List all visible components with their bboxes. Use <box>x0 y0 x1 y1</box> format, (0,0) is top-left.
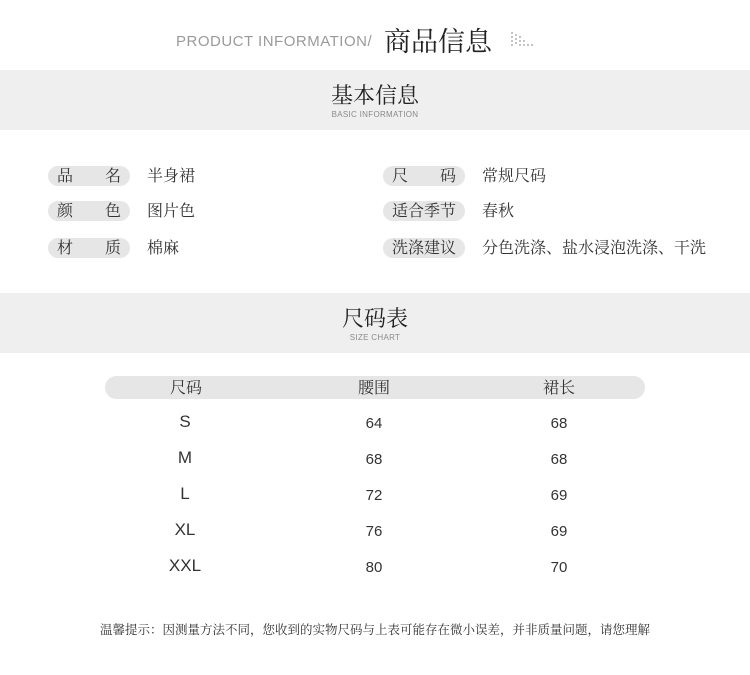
info-label-text: 洗涤建议 <box>392 238 457 257</box>
info-value: 棉麻 <box>147 238 180 257</box>
table-cell: 80 <box>365 559 383 576</box>
size-table-header-cell: 腰围 <box>357 378 390 397</box>
table-cell: L <box>180 484 190 503</box>
dots-decoration-icon <box>510 29 536 49</box>
info-label-text: 品名 <box>57 166 154 185</box>
table-cell: 69 <box>550 523 568 540</box>
table-cell: 76 <box>365 523 383 540</box>
info-label <box>48 201 154 221</box>
info-label-text: 尺码 <box>392 166 489 185</box>
table-cell: M <box>177 448 193 467</box>
table-cell: 68 <box>550 415 568 432</box>
size-chart-band <box>0 293 750 353</box>
info-row-name <box>48 166 154 186</box>
table-cell: 70 <box>550 559 568 576</box>
info-label <box>383 201 465 221</box>
basic-info-band <box>0 70 750 130</box>
info-value: 半身裙 <box>147 166 196 185</box>
size-table-header <box>105 376 645 399</box>
size-table-header-cell: 裙长 <box>542 378 575 397</box>
info-label-text: 适合季节 <box>392 201 457 220</box>
measurement-note: 温馨提示：因测量方法不同，您收到的实物尺码与上表可能存在微小误差，并非质量问题，请您理解 <box>99 622 650 637</box>
basic-info-subtitle: BASIC INFORMATION <box>331 110 419 119</box>
info-row-color <box>48 201 154 221</box>
page-header <box>0 18 750 58</box>
table-cell: XL <box>174 520 196 539</box>
info-label <box>383 238 465 258</box>
table-cell: 68 <box>550 451 568 468</box>
table-cell: 68 <box>365 451 383 468</box>
info-row-material <box>48 238 154 258</box>
info-value: 常规尺码 <box>482 166 547 185</box>
info-value: 分色洗涤、盐水浸泡洗涤、干洗 <box>482 238 707 257</box>
info-value: 春秋 <box>482 201 515 220</box>
info-label-text: 颜色 <box>57 201 154 220</box>
info-label <box>383 166 489 186</box>
header-title-en: PRODUCT INFORMATION/ <box>176 33 373 50</box>
header-title-cn: 商品信息 <box>384 27 492 58</box>
info-label <box>48 238 154 258</box>
basic-info-title: 基本信息 <box>330 84 419 109</box>
size-chart-subtitle: SIZE CHART <box>349 333 401 342</box>
info-value: 图片色 <box>147 201 196 220</box>
info-label-text: 材质 <box>57 238 154 257</box>
table-cell: 64 <box>365 415 383 432</box>
info-row-size <box>383 166 489 186</box>
table-cell: 69 <box>550 487 568 504</box>
table-cell: 72 <box>365 487 383 504</box>
info-row-season <box>383 201 465 221</box>
info-row-washing <box>383 238 465 258</box>
info-label <box>48 166 154 186</box>
size-table-header-cell: 尺码 <box>169 378 202 397</box>
table-cell: S <box>179 412 191 431</box>
table-cell: XXL <box>168 556 202 575</box>
size-chart-title: 尺码表 <box>341 307 408 332</box>
